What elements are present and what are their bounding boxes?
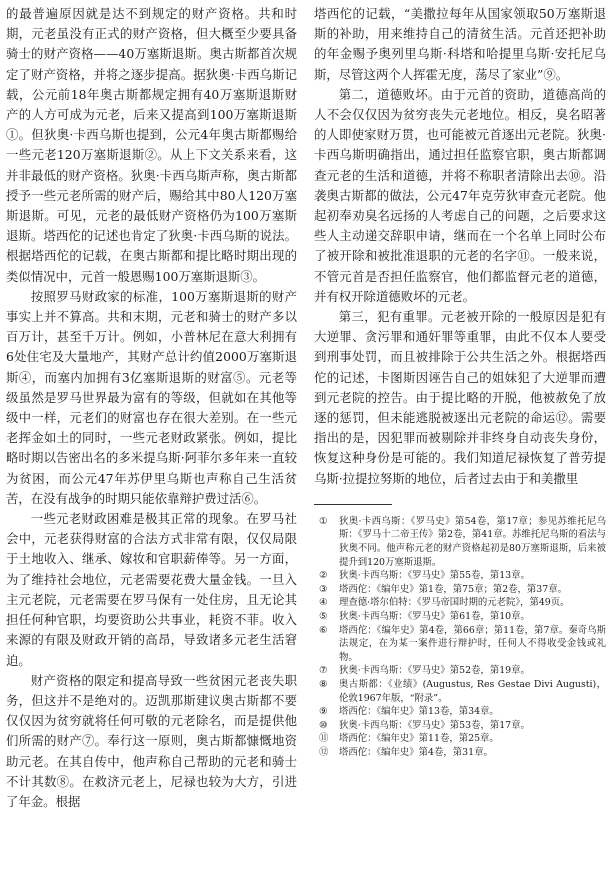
footnote-list (314, 515, 606, 760)
body-paragraph: 第三，犯有重罪。元老被开除的一般原因是犯有大逆罪、贪污罪和通奸罪等重罪，由此不仅本人要受到刑事处罚，而且被排除于公共生活之外。根据塔西佗的记述，卡图斯因诬告自己的姐妹犯了大逆罪而遭到元老院的控告。由于提比略的开脱，他被赦免了放逐的惩罚，但未能逃脱被逐出元老院的命运⑫。需要指出的是，因犯罪而被剔除并非终身自动丧失身份，恢复这种身份是可能的。我们知道尼禄恢复了普劳提乌斯·拉提拉努斯的地位，后者过去由于和美撒里 (314, 309, 606, 486)
footnote-number: ⑥ (319, 624, 328, 636)
footnote-text: 狄奥·卡西乌斯：《罗马史》第61卷，第10章。 (339, 611, 530, 623)
footnote (314, 515, 606, 569)
footnote (314, 569, 606, 583)
footnote-number: ⑨ (319, 706, 328, 718)
right-column (314, 4, 606, 760)
footnote-number: ④ (319, 597, 328, 609)
footnote-text: 狄奥·卡西乌斯：《罗马史》第52卷，第19章。 (339, 665, 530, 677)
footnote-text: 塔西佗：《编年史》第1卷，第75章；第2卷，第37章。 (339, 583, 567, 595)
body-paragraph: 财产资格的限定和提高导致一些贫困元老丧失职务，但这并不是绝对的。迈凯那斯建议奥古斯都不要仅仅因为贫穷就将任何可敬的元老除名，而是提供他们所需的财产⑦。奉行这一原则，奥古斯都慷慨地资助元老。在其自传中，他声称自己帮助的元老和骑士不计其数⑧。在救济元老上，尼禄也较为大方，引进了年金。根据 (6, 672, 297, 809)
footnote-divider (314, 504, 392, 505)
footnote-number: ⑩ (319, 719, 328, 731)
footnote (314, 719, 606, 733)
footnote-number: ⑫ (319, 746, 329, 758)
footnote (314, 596, 606, 610)
footnote-text: 奥古斯都：《业绩》(Augustus, Res Gestae Divi Augusti)，伦敦1967年版，“附录”。 (339, 679, 606, 704)
footnote-text: 塔西佗：《编年史》第4卷，第66章；第11卷，第7章。秦奇乌斯法规定，在为某一案件进行辩护时，任何人不得收受金钱或礼物。 (339, 624, 606, 663)
footnote-text: 狄奥·卡西乌斯：《罗马史》第54卷，第17章；参见苏维托尼乌斯：《罗马十二帝王传》第2卷，第41章。苏维托尼乌斯的看法与狄奥不同。他声称元老的财产资格起初是80万塞斯退斯，后来被提升到120万塞斯退斯。 (339, 515, 606, 568)
footnote-number: ③ (319, 583, 328, 595)
body-paragraph: 按照罗马财政家的标准，100万塞斯退斯的财产事实上并不算高。共和末期，元老和骑士的财产多以百万计，甚至千万计。例如，小普林尼在意大利拥有6处住宅及大量地产，其财产总计约值2000万塞斯退斯④，而塞内加拥有3亿塞斯退斯的财富⑤。元老等级虽然是罗马世界最为富有的等级，但就如在其他等级中一样，元老们的财富也存在很大差别。在一些元老挥金如土的同时，一些元老财政紧张。例如，提比略时期以告密出名的多米提乌斯·阿菲尔多年来一直较为贫困，而公元47年苏伊里乌斯也声称自己生活贫苦，在没有战争的时期只能依靠辩护费过活⑥。 (6, 288, 297, 506)
footnote (314, 705, 606, 719)
footnote-number: ⑧ (319, 679, 328, 690)
footnote-number: ① (319, 515, 328, 527)
body-paragraph: 第二，道德败坏。由于元首的资助，道德高尚的人不会仅仅因为贫穷丧失元老地位。相反，臭名昭著的人即使家财万贯，也可能被元首逐出元老院。狄奥·卡西乌斯明确指出，通过担任监察官职，奥古斯都调查元老的生活和道德，并将不称职者清除出去⑩。沿袭奥古斯都的做法，公元47年克劳狄审查元老院。他起初奉劝臭名远扬的人考虑自己的问题，之后要求这些人主动递交辞职申请，继而在一个名单上同时公布了被开除和被批准退职的元老的名字⑪。一般来说，不管元首是否担任监察官，他们都监督元老的道德，并有权开除道德败坏的元老。 (314, 86, 606, 304)
left-column (6, 4, 297, 812)
footnote (314, 624, 606, 665)
footnote (314, 610, 606, 624)
footnote (314, 746, 606, 760)
footnote (314, 664, 606, 678)
body-paragraph: 塔西佗的记载，“美撒拉每年从国家领取50万塞斯退斯的补助，用来维持自己的清贫生活。元首还把补助的年金赐予奥列里乌斯·科塔和哈提里乌斯·安托尼乌斯，尽管这两个人挥霍无度，荡尽了家业”⑨。 (314, 6, 606, 82)
footnote (314, 678, 606, 705)
footnote-text: 塔西佗：《编年史》第11卷，第25章。 (339, 733, 499, 745)
footnote-text: 狄奥·卡西乌斯：《罗马史》第55卷，第13章。 (339, 570, 530, 582)
footnote-text: 塔西佗：《编年史》第4卷，第31章。 (339, 746, 493, 758)
footnote-number: ⑪ (319, 733, 329, 745)
footnote-text: 狄奥·卡西乌斯：《罗马史》第53卷，第17章。 (339, 719, 530, 731)
body-paragraph: 的最普遍原因就是达不到规定的财产资格。共和时期，元老虽没有正式的财产资格，但大概至少要具备骑士的财产资格——40万塞斯退斯。奥古斯都首次规定了财产资格，并将之逐步提高。据狄奥·卡西乌斯记载，公元前18年奥古斯都规定拥有40万塞斯退斯财产的人方可成为元老，后来又提高到100万塞斯退斯①。但狄奥·卡西乌斯也提到，公元4年奥古斯都赐给一些元老120万塞斯退斯②。从上下文关系来看，这并非最低的财产资格。狄奥·卡西乌斯声称，奥古斯都授予一些元老所需的财产后，赐给其中80人120万塞斯退斯。可见，元老的最低财产资格仍为100万塞斯退斯。塔西佗的记述也肯定了狄奥·卡西乌斯的说法。根据塔西佗的记载，在奥古斯都和提比略时期出现的类似情况中，元首一般恩赐100万塞斯退斯③。 (6, 6, 297, 284)
footnote (314, 583, 606, 597)
body-paragraph: 一些元老财政困难是极其正常的现象。在罗马社会中，元老获得财富的合法方式非常有限，仅仅局限于土地收入、继承、嫁妆和官职薪俸等。另一方面，为了维持社会地位，元老需要花费大量金钱。一旦入主元老院，元老需要在罗马保有一处住房，且无论其担任何种官职，均要资助公共事业，耗资不菲。收入来源的有限及财政开销的高昂，导致诸多元老生活窘迫。 (6, 511, 297, 668)
footnote-text: 理查德·塔尔伯特：《罗马帝国时期的元老院》，第49页。 (339, 597, 570, 609)
footnote-number: ⑤ (319, 611, 328, 623)
footnote-number: ⑦ (319, 665, 328, 677)
footnote (314, 732, 606, 746)
footnote-number: ② (319, 570, 328, 582)
footnote-text: 塔西佗：《编年史》第13卷，第34章。 (339, 706, 499, 718)
